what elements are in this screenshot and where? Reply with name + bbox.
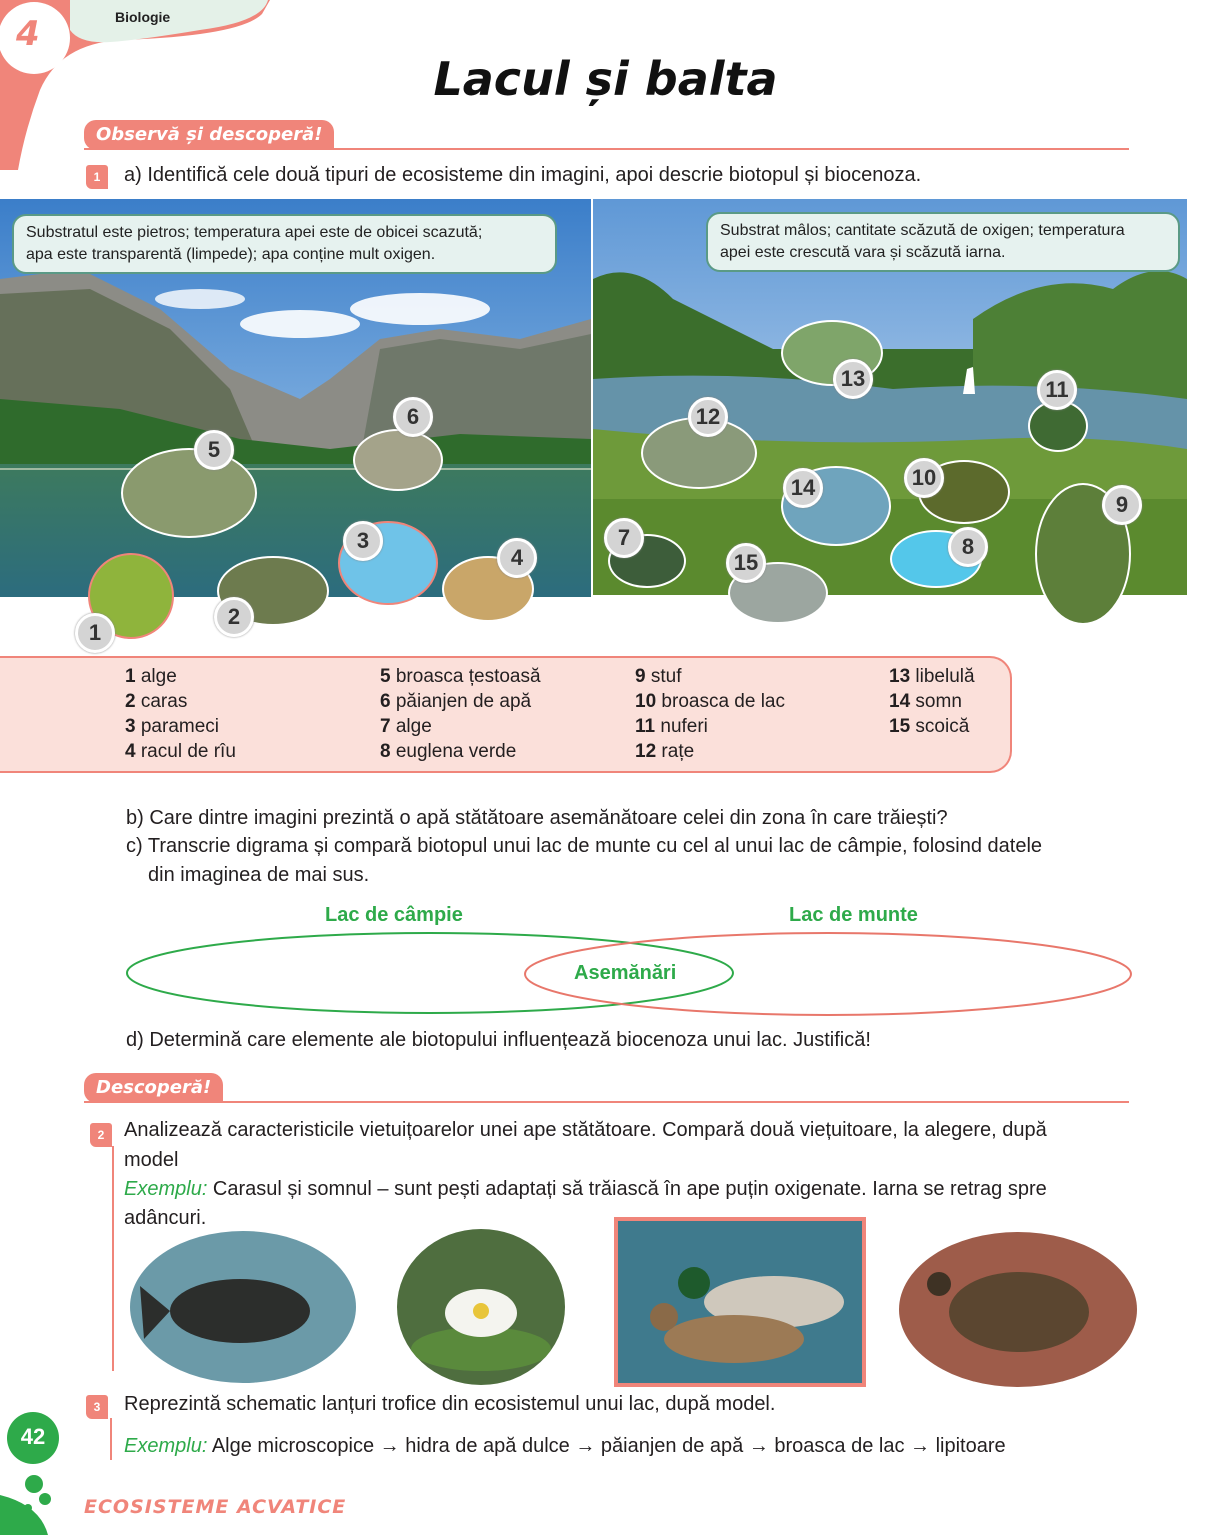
exercise-2-example: Exemplu: Carasul și somnul – sunt pești adaptați să trăiască în ape puțin oxigenate. Iarna se retrag spre: [124, 1178, 1047, 1200]
question-c-line-1: c) Transcrie digrama și compară biotopul unui lac de munte cu cel al unui lac de câmpie, folosind datele: [126, 835, 1043, 857]
exercise-number: 2: [90, 1123, 112, 1147]
badge-12: 12: [688, 397, 728, 437]
section-tag-observa: Observă și descoperă!: [84, 120, 334, 150]
legend-item: 3 parameci: [125, 716, 220, 737]
badge-10: 10: [904, 458, 944, 498]
ducks-photo: [614, 1217, 866, 1387]
badge-8: 8: [948, 527, 988, 567]
exercise-number: 3: [86, 1395, 108, 1419]
page-number: 42: [20, 1424, 46, 1449]
exercise-2-line-2: model: [124, 1149, 179, 1171]
badge-1: 1: [75, 613, 115, 653]
lake-note-line-1: Substratul este pietros; temperatura apei este de obicei scazută;: [26, 224, 483, 241]
turtle-photo: [899, 1232, 1137, 1387]
legend-item: 4 racul de rîu: [125, 741, 236, 762]
exercise-bar: [112, 1146, 114, 1371]
venn-left-label: Lac de câmpie: [325, 904, 463, 926]
question-b: b) Care dintre imagini prezintă o apă stătătoare asemănătoare celei din zona în care trăiești?: [126, 807, 948, 829]
carp-photo: [130, 1231, 356, 1383]
pond-note-line-2: apei este crescută vara și scăzută iarna.: [720, 244, 1006, 261]
question-d: d) Determină care elemente ale biotopului influențează biocenoza unui lac. Justifică!: [126, 1029, 871, 1051]
legend-item: 8 euglena verde: [380, 741, 517, 762]
question-a: a) Identifică cele două tipuri de ecosisteme din imagini, apoi descrie biotopul și biocenoza.: [124, 164, 922, 186]
exercise-2-line-1: Analizează caracteristicile vietuițoarelor unei ape stătătoare. Compară două viețuitoare, la alegere, după: [124, 1119, 1047, 1141]
exercise-3-line-1: Reprezintă schematic lanțuri trofice din ecosistemul unui lac, după model.: [124, 1393, 776, 1415]
badge-5: 5: [194, 430, 234, 470]
chapter-footer-title: ECOSISTEME ACVATICE: [84, 1496, 347, 1518]
legend-item: 6 păianjen de apă: [380, 691, 532, 712]
page-title: Lacul și balta: [433, 52, 778, 106]
legend-col-2: [380, 664, 541, 764]
pond-biotope-note: [706, 212, 1180, 272]
legend-item: 9 stuf: [635, 666, 682, 687]
badge-4: 4: [497, 538, 537, 578]
section-rule: [84, 1101, 1129, 1103]
legend-item: 5 broasca țestoasă: [380, 666, 541, 687]
legend-item: 11 nuferi: [635, 716, 708, 737]
legend-col-1: [125, 664, 236, 764]
legend-item: 12 rațe: [635, 741, 695, 762]
badge-13: 13: [833, 359, 873, 399]
water-spider-inset: [353, 429, 443, 491]
legend-item: 7 alge: [380, 716, 432, 737]
legend-col-3: [635, 664, 785, 764]
question-c-line-2: din imaginea de mai sus.: [148, 864, 370, 886]
badge-9: 9: [1102, 485, 1142, 525]
subject-label: Biologie: [115, 9, 171, 25]
exercise-bar: [110, 1418, 112, 1460]
badge-3: 3: [343, 521, 383, 561]
turtle-inset: [121, 448, 257, 538]
badge-6: 6: [393, 397, 433, 437]
badge-11: 11: [1037, 370, 1077, 410]
exercise-3-example: Exemplu: Alge microscopice → hidra de apă dulce → păianjen de apă → broasca de lac → lipitoare: [124, 1435, 1006, 1457]
legend-item: 10 broasca de lac: [635, 691, 785, 712]
badge-14: 14: [783, 468, 823, 508]
lake-note-line-2: apa este transparentă (limpede); apa conține mult oxigen.: [26, 246, 436, 263]
badge-7: 7: [604, 518, 644, 558]
badge-2: 2: [214, 597, 254, 637]
pond-note-line-1: Substrat mâlos; cantitate scăzută de oxigen; temperatura: [720, 222, 1125, 239]
exercise-2-example-line-2: adâncuri.: [124, 1207, 207, 1229]
legend-item: 2 caras: [125, 691, 188, 712]
badge-15: 15: [726, 543, 766, 583]
water-lily-photo: [397, 1229, 565, 1385]
venn-right-label: Lac de munte: [789, 904, 918, 926]
legend-item: 1 alge: [125, 666, 177, 687]
venn-center-label: Asemănări: [574, 962, 677, 984]
legend-item: 14 somn: [889, 691, 962, 712]
exercise-number: 1: [86, 165, 108, 189]
legend-item: 15 scoică: [889, 716, 970, 737]
chapter-number: 4: [16, 14, 40, 54]
section-rule: [84, 148, 1129, 150]
lake-biotope-note: [12, 214, 557, 274]
legend-col-4: [889, 664, 975, 739]
section-tag-descopera: Descoperă!: [84, 1073, 223, 1103]
legend-item: 13 libelulă: [889, 666, 975, 687]
